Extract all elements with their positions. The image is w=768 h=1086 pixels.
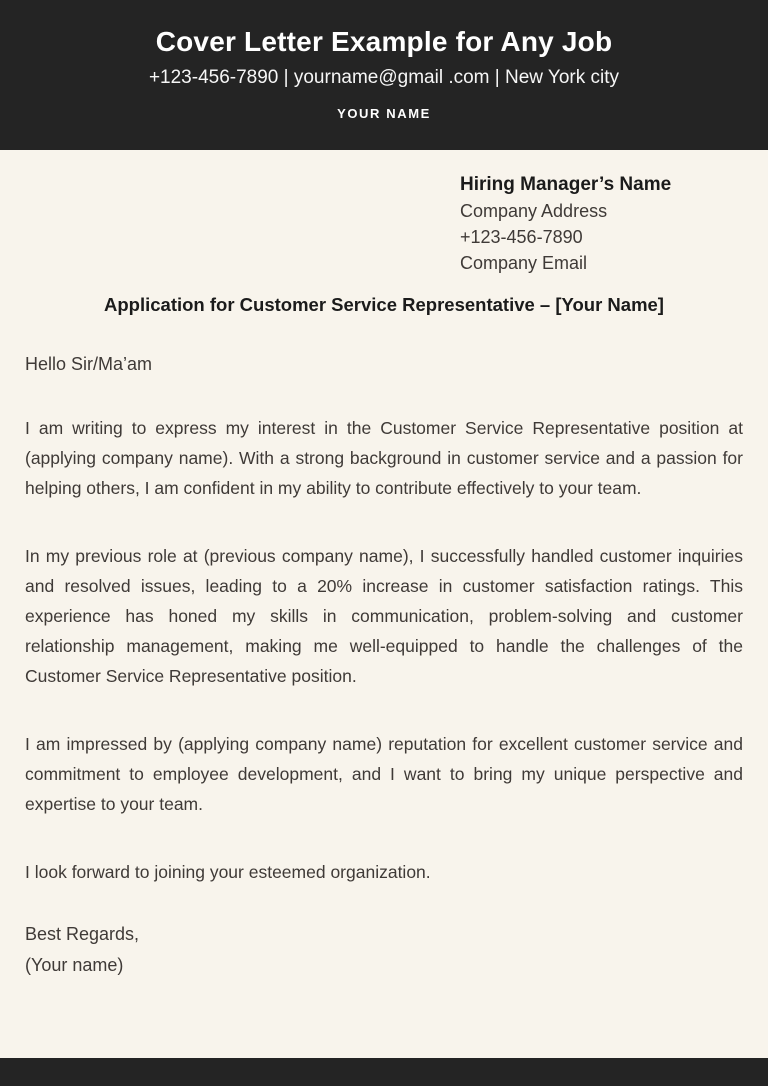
header-banner [0, 0, 768, 150]
paragraph-experience: In my previous role at (previous company name), I successfully handled customer inquiries and resolved issues, leading to a 20% increase in customer satisfaction ratings. This experience has honed my skills in communication, problem-solving and customer relationship management, making me well-equipped to handle the challenges of the Customer Service Representative position. [25, 546, 743, 686]
header-contact-line: +123-456-7890 | yourname@gmail .com | New York city [148, 67, 620, 88]
footer-band [0, 1058, 768, 1086]
closing-block [25, 919, 743, 981]
recipient-phone: +123-456-7890 [460, 227, 583, 247]
paragraph-company-praise: I am impressed by (applying company name) reputation for excellent customer service and commitment to employee development, and I want to bring my unique perspective and expertise to your team. [25, 734, 743, 814]
subject-line: Application for Customer Service Representative – [Your Name] [104, 294, 664, 315]
closing-regards: Best Regards, [25, 924, 140, 944]
page-title: Cover Letter Example for Any Job [155, 26, 613, 57]
recipient-email: Company Email [460, 253, 588, 273]
header-your-name-label: YOUR NAME [337, 106, 431, 121]
recipient-name: Hiring Manager’s Name [460, 174, 672, 195]
letter-body [0, 172, 768, 981]
paragraph-intro: I am writing to express my interest in the Customer Service Representative position at (applying company name). With a strong background in customer service and a passion for helping others, I am confident in my ability to contribute effectively to your team. [25, 418, 743, 498]
recipient-block [460, 172, 743, 276]
greeting-line: Hello Sir/Ma’am [25, 354, 153, 374]
paragraph-look-forward: I look forward to joining your esteemed organization. [25, 862, 431, 882]
recipient-address: Company Address [460, 201, 608, 221]
closing-name: (Your name) [25, 955, 124, 975]
